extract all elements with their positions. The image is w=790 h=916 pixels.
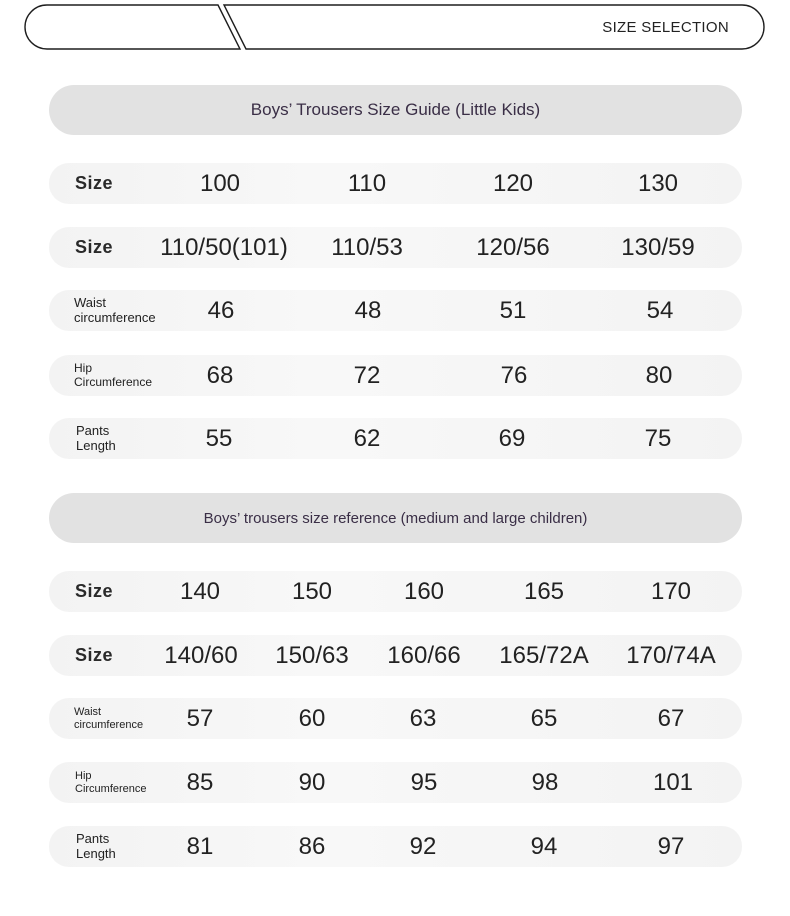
row-label bbox=[75, 571, 113, 612]
section-title-little-kids: Boys’ Trousers Size Guide (Little Kids) bbox=[49, 85, 742, 135]
row-label-line: circumference bbox=[74, 718, 144, 731]
row-label-line: Circumference bbox=[74, 374, 153, 389]
table-cell: 165/72A bbox=[499, 641, 589, 669]
table-cell: 81 bbox=[186, 832, 214, 860]
row-label-line: Size bbox=[75, 237, 114, 258]
table-cell: 160/66 bbox=[387, 641, 461, 669]
table-cell: 97 bbox=[657, 832, 685, 860]
row-label-line: Size bbox=[75, 645, 114, 666]
row-label bbox=[75, 227, 113, 268]
size-selection-title: SIZE SELECTION bbox=[602, 19, 729, 36]
table-cell: 48 bbox=[354, 296, 382, 324]
row-label bbox=[76, 418, 116, 459]
table-cell: 170 bbox=[650, 577, 692, 605]
table-cell: 69 bbox=[498, 424, 526, 452]
table-cell: 85 bbox=[186, 768, 214, 796]
table-cell: 76 bbox=[500, 361, 528, 389]
row-label-line: Pants bbox=[76, 422, 110, 438]
tab-header bbox=[0, 0, 790, 56]
table-cell: 150 bbox=[291, 577, 333, 605]
table-row-pants-length bbox=[49, 418, 742, 459]
table-cell: 110/53 bbox=[331, 233, 403, 261]
row-label-line: Waist bbox=[74, 705, 102, 718]
table-cell: 55 bbox=[205, 424, 233, 452]
table-cell: 100 bbox=[199, 169, 241, 197]
row-label bbox=[75, 163, 113, 204]
row-label bbox=[74, 355, 152, 396]
row-label-line: Size bbox=[75, 173, 114, 194]
tab-left-shape bbox=[25, 5, 240, 49]
table-cell: 95 bbox=[410, 768, 438, 796]
table-cell: 170/74A bbox=[626, 641, 716, 669]
table-cell: 130/59 bbox=[621, 233, 695, 261]
table-row-hip bbox=[49, 762, 742, 803]
table-cell: 120 bbox=[492, 169, 534, 197]
row-label-line: Length bbox=[76, 437, 116, 453]
table-cell: 67 bbox=[657, 704, 685, 732]
table-cell: 101 bbox=[652, 768, 694, 796]
table-cell: 51 bbox=[499, 296, 527, 324]
table-cell: 54 bbox=[646, 296, 674, 324]
table-cell: 72 bbox=[353, 361, 381, 389]
table-cell: 68 bbox=[206, 361, 234, 389]
table-row-hip bbox=[49, 355, 742, 396]
table-cell: 63 bbox=[409, 704, 437, 732]
table-cell: 120/56 bbox=[476, 233, 550, 261]
row-label-line: Hip bbox=[74, 360, 93, 375]
table-row-waist bbox=[49, 290, 742, 331]
table-cell: 94 bbox=[530, 832, 558, 860]
table-cell: 86 bbox=[298, 832, 326, 860]
row-label bbox=[76, 826, 116, 867]
table-row-size-detail bbox=[49, 227, 742, 268]
table-cell: 150/63 bbox=[275, 641, 349, 669]
row-label-line: Pants bbox=[76, 830, 110, 846]
row-label-line: Hip bbox=[75, 769, 92, 782]
table-cell: 60 bbox=[298, 704, 326, 732]
row-label-line: Circumference bbox=[75, 782, 147, 795]
table-row-pants-length bbox=[49, 826, 742, 867]
table-cell: 130 bbox=[637, 169, 679, 197]
section-title-medium-large: Boys’ trousers size reference (medium and large children) bbox=[49, 493, 742, 543]
table-cell: 110 bbox=[347, 169, 387, 197]
table-cell: 57 bbox=[186, 704, 214, 732]
table-cell: 98 bbox=[531, 768, 559, 796]
row-label-line: Size bbox=[75, 581, 114, 602]
row-label bbox=[75, 635, 113, 676]
table-row-size-detail bbox=[49, 635, 742, 676]
row-label-line: Waist bbox=[74, 294, 107, 310]
table-row-size bbox=[49, 163, 742, 204]
row-label bbox=[74, 290, 156, 331]
table-cell: 160 bbox=[403, 577, 445, 605]
table-cell: 90 bbox=[298, 768, 326, 796]
table-cell: 92 bbox=[409, 832, 437, 860]
table-row-waist bbox=[49, 698, 742, 739]
table-cell: 140/60 bbox=[164, 641, 238, 669]
table-cell: 75 bbox=[644, 424, 672, 452]
table-row-size bbox=[49, 571, 742, 612]
table-cell: 80 bbox=[645, 361, 673, 389]
row-label-line: circumference bbox=[74, 309, 156, 325]
table-cell: 62 bbox=[353, 424, 381, 452]
table-cell: 65 bbox=[530, 704, 558, 732]
row-label-line: Length bbox=[76, 845, 116, 861]
table-cell: 46 bbox=[207, 296, 235, 324]
table-cell: 165 bbox=[523, 577, 565, 605]
table-cell: 110/50(101) bbox=[160, 233, 288, 261]
table-cell: 140 bbox=[179, 577, 221, 605]
